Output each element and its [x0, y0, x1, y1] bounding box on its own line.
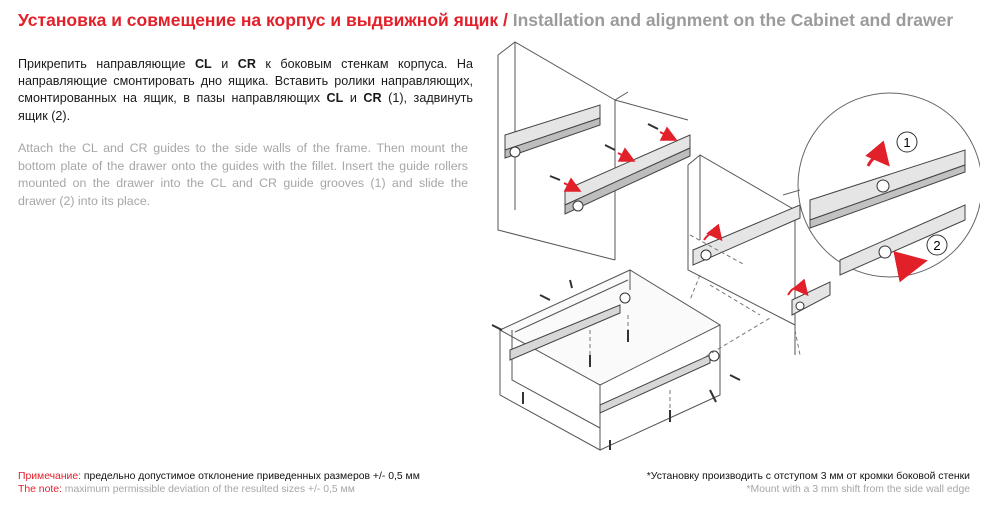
- note-label-en: The note:: [18, 484, 62, 495]
- title-en: Installation and alignment on the Cabinet and drawer: [512, 10, 954, 30]
- instr-ru-and1: и: [211, 57, 238, 71]
- instr-ru-part1: Прикрепить направляющие: [18, 57, 195, 71]
- detail-zoom-circle: [798, 93, 980, 277]
- instructions-en: [18, 140, 468, 210]
- zoom-leader-line: [783, 190, 800, 195]
- mount-note-en: *Mount with a 3 mm shift from the side wall edge: [746, 484, 970, 495]
- title-separator: /: [498, 10, 513, 30]
- installation-diagram: [480, 30, 980, 470]
- instr-ru-cl: CL: [194, 57, 212, 71]
- note-label-ru: Примечание:: [18, 471, 82, 482]
- drawer-box: [500, 270, 720, 450]
- title-ru: Установка и совмещение на корпус и выдвижной ящик: [18, 10, 499, 30]
- instructions-ru: [18, 56, 473, 125]
- note-text-ru: предельно допустимое отклонение приведенных размеров +/- 0,5 мм: [81, 471, 420, 482]
- mount-offset-note: [550, 470, 970, 496]
- instr-ru-part3: (1), задвинуть ящик (2).: [18, 91, 473, 123]
- tolerance-note: [18, 470, 498, 496]
- page-title: [18, 10, 993, 31]
- mount-note-ru: *Установку производить с отступом 3 мм от кромки боковой стенки: [646, 471, 970, 482]
- callout-step1: 1: [903, 135, 911, 150]
- left-rail: [505, 105, 690, 214]
- callout-step2: 2: [933, 238, 941, 253]
- instr-ru-cl2: CL: [326, 91, 344, 106]
- instr-ru-part2: к боковым стенкам корпуса. На направляющие смонтировать дно ящика. Вставить ролики направляющих, смонтированных на ящик, в пазы направляющих: [18, 57, 473, 106]
- instr-ru-cr: CR: [237, 57, 256, 71]
- instr-ru-and2: и: [343, 91, 364, 106]
- instr-en-text: Attach the CL and CR guides to the side walls of the frame. Then mount the bottom plate of the drawer onto the guides with the fillet. Insert the guide rollers mounted on the drawer into the CL and CR guide grooves (1) and slide the drawer (2) into its place.: [18, 141, 468, 208]
- instr-ru-cr2: CR: [363, 91, 382, 106]
- note-text-en: maximum permissible deviation of the resulted sizes +/- 0,5 мм: [61, 484, 355, 495]
